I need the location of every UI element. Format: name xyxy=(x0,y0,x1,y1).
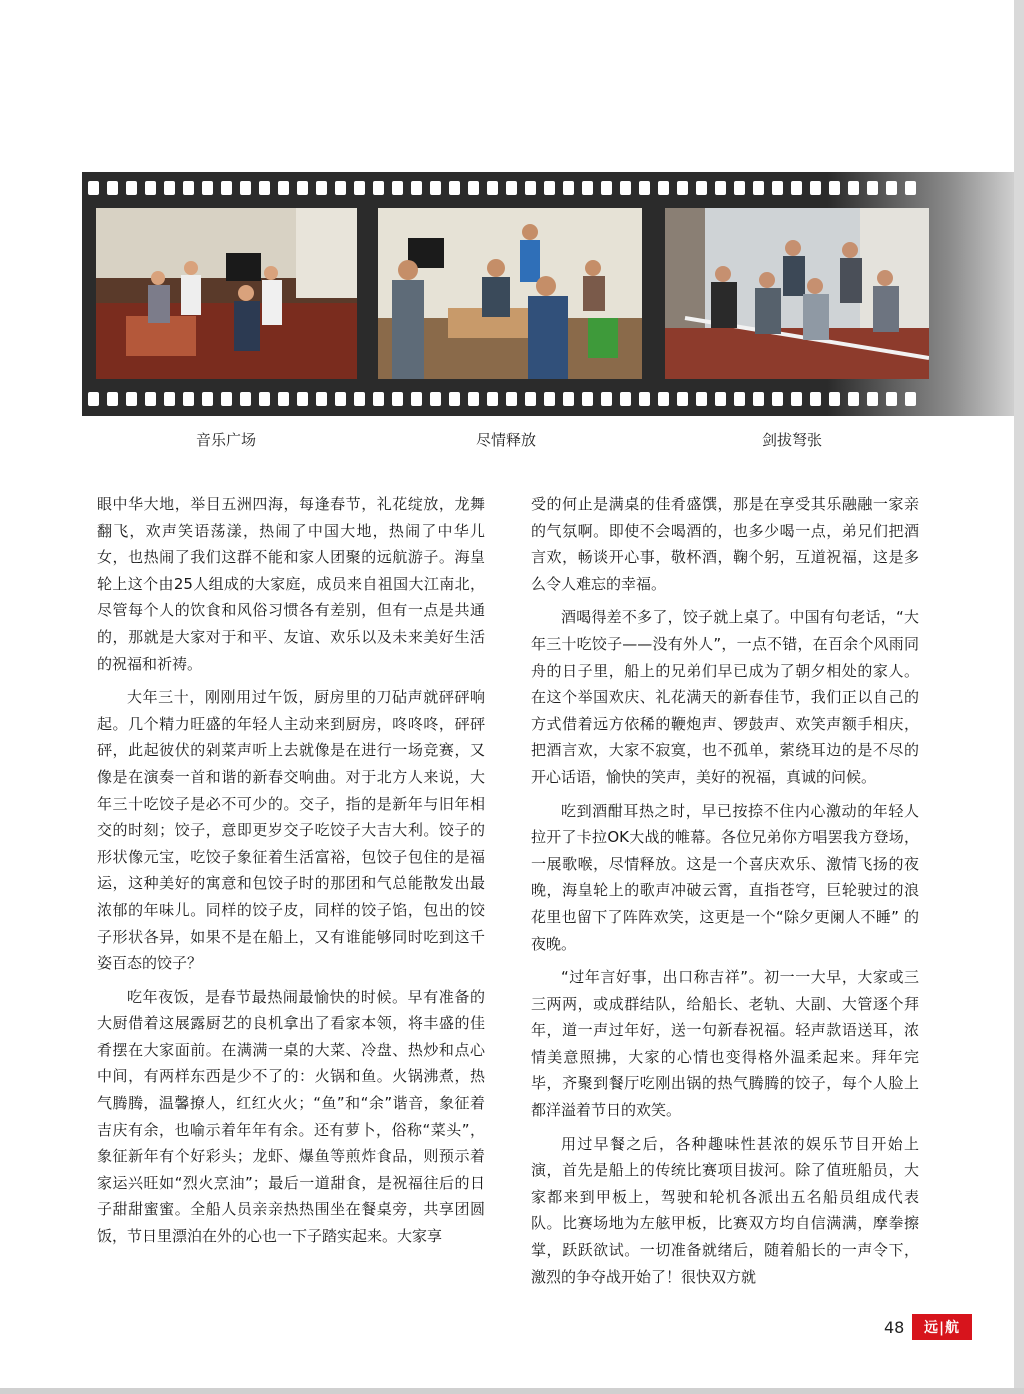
film-hole xyxy=(582,392,593,406)
film-hole xyxy=(145,392,156,406)
film-hole xyxy=(715,392,726,406)
paragraph: 大年三十，刚刚用过午饭，厨房里的刀砧声就砰砰响起。几个精力旺盛的年轻人主动来到厨房，咚咚咚，砰砰砰，此起彼伏的剁菜声听上去就像是在进行一场竞赛，又像是在演奏一首和谐的新春交响曲。对于北方人来说，大年三十吃饺子是必不可少的。交子，指的是新年与旧年相交的时刻；饺子，意即更岁交子吃饺子大吉大利。饺子的形状像元宝，吃饺子象征着生活富裕，包饺子包住的是福运，这种美好的寓意和包饺子时的那团和气总能散发出最浓郁的年味儿。同样的饺子皮，同样的饺子馅，包出的饺子形状各异，如果不是在船上，又有谁能够同时吃到这千姿百态的饺子？ xyxy=(97,688,485,973)
paragraph: 眼中华大地，举目五洲四海，每逢春节，礼花绽放，龙舞翻飞，欢声笑语荡漾，热闹了中国大地，热闹了中华儿女，也热闹了我们这群不能和家人团聚的远航游子。海皇轮上这个由25人组成的大家庭，成员来自祖国大江南北，尽管每个人的饮食和风俗习惯各有差别，但有一点是共通的，那就是大家对于和平、友谊、欢乐以及未来美好生活的祝福和祈祷。 xyxy=(97,495,485,673)
photo-tug-of-war xyxy=(665,208,929,379)
paragraph: 受的何止是满桌的佳肴盛馔，那是在享受其乐融融一家亲的气氛啊。即使不会喝酒的，也多少喝一点，弟兄们把酒言欢，畅谈开心事，敬杯酒，鞠个躬，互道祝福，这是多么令人难忘的幸福。 xyxy=(531,495,919,593)
page-number: 48 xyxy=(884,1318,905,1337)
film-hole xyxy=(601,181,612,195)
film-strip xyxy=(82,172,1014,416)
film-hole xyxy=(772,181,783,195)
film-hole xyxy=(753,181,764,195)
photo-caption: 音乐广场 xyxy=(196,431,257,449)
film-hole xyxy=(316,181,327,195)
film-hole xyxy=(734,392,745,406)
film-hole xyxy=(240,392,251,406)
film-hole xyxy=(430,181,441,195)
film-hole xyxy=(639,392,650,406)
film-hole xyxy=(620,181,631,195)
film-hole xyxy=(753,392,764,406)
film-hole xyxy=(886,181,897,195)
film-hole xyxy=(848,392,859,406)
film-hole xyxy=(354,181,365,195)
film-hole xyxy=(677,181,688,195)
film-hole xyxy=(791,181,802,195)
paragraph: 用过早餐之后，各种趣味性甚浓的娱乐节目开始上演，首先是船上的传统比赛项目拔河。除了值班船员，大家都来到甲板上，驾驶和轮机各派出五名船员组成代表队。比赛场地为左舷甲板，比赛双方均自信满满，摩拳擦掌，跃跃欲试。一切准备就绪后，随着船长的一声令下，激烈的争夺战开始了！很快双方就 xyxy=(531,1134,919,1286)
film-hole xyxy=(772,392,783,406)
film-hole xyxy=(867,392,878,406)
film-hole xyxy=(316,392,327,406)
film-hole xyxy=(373,392,384,406)
film-hole xyxy=(677,392,688,406)
film-hole xyxy=(487,392,498,406)
film-hole xyxy=(639,181,650,195)
film-hole xyxy=(126,392,137,406)
film-hole xyxy=(506,181,517,195)
film-hole xyxy=(810,392,821,406)
film-hole xyxy=(278,392,289,406)
film-hole xyxy=(791,392,802,406)
photo-music-square xyxy=(96,208,357,379)
film-hole xyxy=(240,181,251,195)
film-hole xyxy=(487,181,498,195)
film-hole xyxy=(525,181,536,195)
film-hole xyxy=(430,392,441,406)
film-hole xyxy=(449,392,460,406)
paragraph: 吃到酒酣耳热之时，早已按捺不住内心激动的年轻人拉开了卡拉OK大战的帷幕。各位兄弟你方唱罢我方登场，一展歌喉，尽情释放。这是一个喜庆欢乐、激情飞扬的夜晚，海皇轮上的歌声冲破云霄，直指苍穹，巨轮驶过的浪花里也留下了阵阵欢笑，这更是一个“除夕更阑人不睡” 的夜晚。 xyxy=(531,801,919,953)
film-perforations-top xyxy=(88,181,934,195)
film-hole xyxy=(107,181,118,195)
film-hole xyxy=(905,392,916,406)
film-hole xyxy=(525,392,536,406)
film-hole xyxy=(107,392,118,406)
film-perforations-bottom xyxy=(88,392,934,406)
film-hole xyxy=(259,181,270,195)
film-hole xyxy=(392,392,403,406)
film-hole xyxy=(468,181,479,195)
film-hole xyxy=(335,181,346,195)
article-column-left xyxy=(97,491,485,1257)
film-hole xyxy=(88,181,99,195)
paragraph: “过年言好事，出口称吉祥”。初一一大早，大家或三三两两，或成群结队，给船长、老轨、大副、大管逐个拜年，道一声过年好，送一句新春祝福。轻声款语送耳，浓情美意照拂，大家的心情也变得格外温柔起来。拜年完毕，齐聚到餐厅吃刚出锅的热气腾腾的饺子，每个人脸上都洋溢着节日的欢笑。 xyxy=(531,968,919,1120)
film-hole xyxy=(886,392,897,406)
film-hole xyxy=(696,392,707,406)
film-hole xyxy=(88,392,99,406)
article-column-right xyxy=(531,491,919,1297)
film-hole xyxy=(202,181,213,195)
film-hole xyxy=(392,181,403,195)
film-hole xyxy=(297,181,308,195)
film-hole xyxy=(411,392,422,406)
magazine-logo: 远|航 xyxy=(912,1314,972,1340)
film-hole xyxy=(221,392,232,406)
film-hole xyxy=(468,392,479,406)
page-edge-bottom xyxy=(0,1388,1024,1394)
film-hole xyxy=(620,392,631,406)
film-hole xyxy=(259,392,270,406)
film-hole xyxy=(373,181,384,195)
film-hole xyxy=(297,392,308,406)
photo-caption: 尽情释放 xyxy=(476,431,537,449)
film-hole xyxy=(715,181,726,195)
film-hole xyxy=(658,392,669,406)
film-hole xyxy=(829,181,840,195)
film-hole xyxy=(829,392,840,406)
film-hole xyxy=(905,181,916,195)
film-hole xyxy=(563,392,574,406)
film-hole xyxy=(658,181,669,195)
film-hole xyxy=(126,181,137,195)
film-hole xyxy=(354,392,365,406)
film-hole xyxy=(164,181,175,195)
page-edge xyxy=(1014,0,1024,1394)
film-hole xyxy=(563,181,574,195)
film-hole xyxy=(183,181,194,195)
film-hole xyxy=(202,392,213,406)
photo-caption: 剑拔弩张 xyxy=(762,431,823,449)
film-hole xyxy=(164,392,175,406)
film-hole xyxy=(278,181,289,195)
photo-free-release xyxy=(378,208,642,379)
paragraph: 酒喝得差不多了，饺子就上桌了。中国有句老话，“大年三十吃饺子——没有外人”，一点不错，在百余个风雨同舟的日子里，船上的兄弟们早已成为了朝夕相处的家人。在这个举国欢庆、礼花满天的新春佳节，我们正以自己的方式借着远方依稀的鞭炮声、锣鼓声、欢笑声额手相庆，把酒言欢，大家不寂寞，也不孤单，萦绕耳边的是不尽的开心话语，愉快的笑声，美好的祝福，真诚的问候。 xyxy=(531,608,919,786)
film-hole xyxy=(221,181,232,195)
film-hole xyxy=(183,392,194,406)
film-hole xyxy=(601,392,612,406)
film-hole xyxy=(145,181,156,195)
film-hole xyxy=(848,181,859,195)
film-hole xyxy=(449,181,460,195)
film-hole xyxy=(810,181,821,195)
film-hole xyxy=(335,392,346,406)
film-hole xyxy=(411,181,422,195)
film-hole xyxy=(506,392,517,406)
film-hole xyxy=(582,181,593,195)
film-hole xyxy=(544,392,555,406)
film-hole xyxy=(734,181,745,195)
film-hole xyxy=(867,181,878,195)
film-hole xyxy=(696,181,707,195)
film-hole xyxy=(544,181,555,195)
paragraph: 吃年夜饭，是春节最热闹最愉快的时候。早有准备的大厨借着这展露厨艺的良机拿出了看家本领，将丰盛的佳肴摆在大家面前。在满满一桌的大菜、冷盘、热炒和点心中间，有两样东西是少不了的：火锅和鱼。火锅沸煮，热气腾腾，温馨撩人，红红火火；“鱼”和“余”谐音，象征着吉庆有余，也喻示着年年有余。还有萝卜，俗称“菜头”，象征新年有个好彩头；龙虾、爆鱼等煎炸食品，则预示着家运兴旺如“烈火烹油”；最后一道甜食，是祝福往后的日子甜甜蜜蜜。全船人员亲亲热热围坐在餐桌旁，共享团圆饭，节日里漂泊在外的心也一下子踏实起来。大家享 xyxy=(97,987,485,1246)
